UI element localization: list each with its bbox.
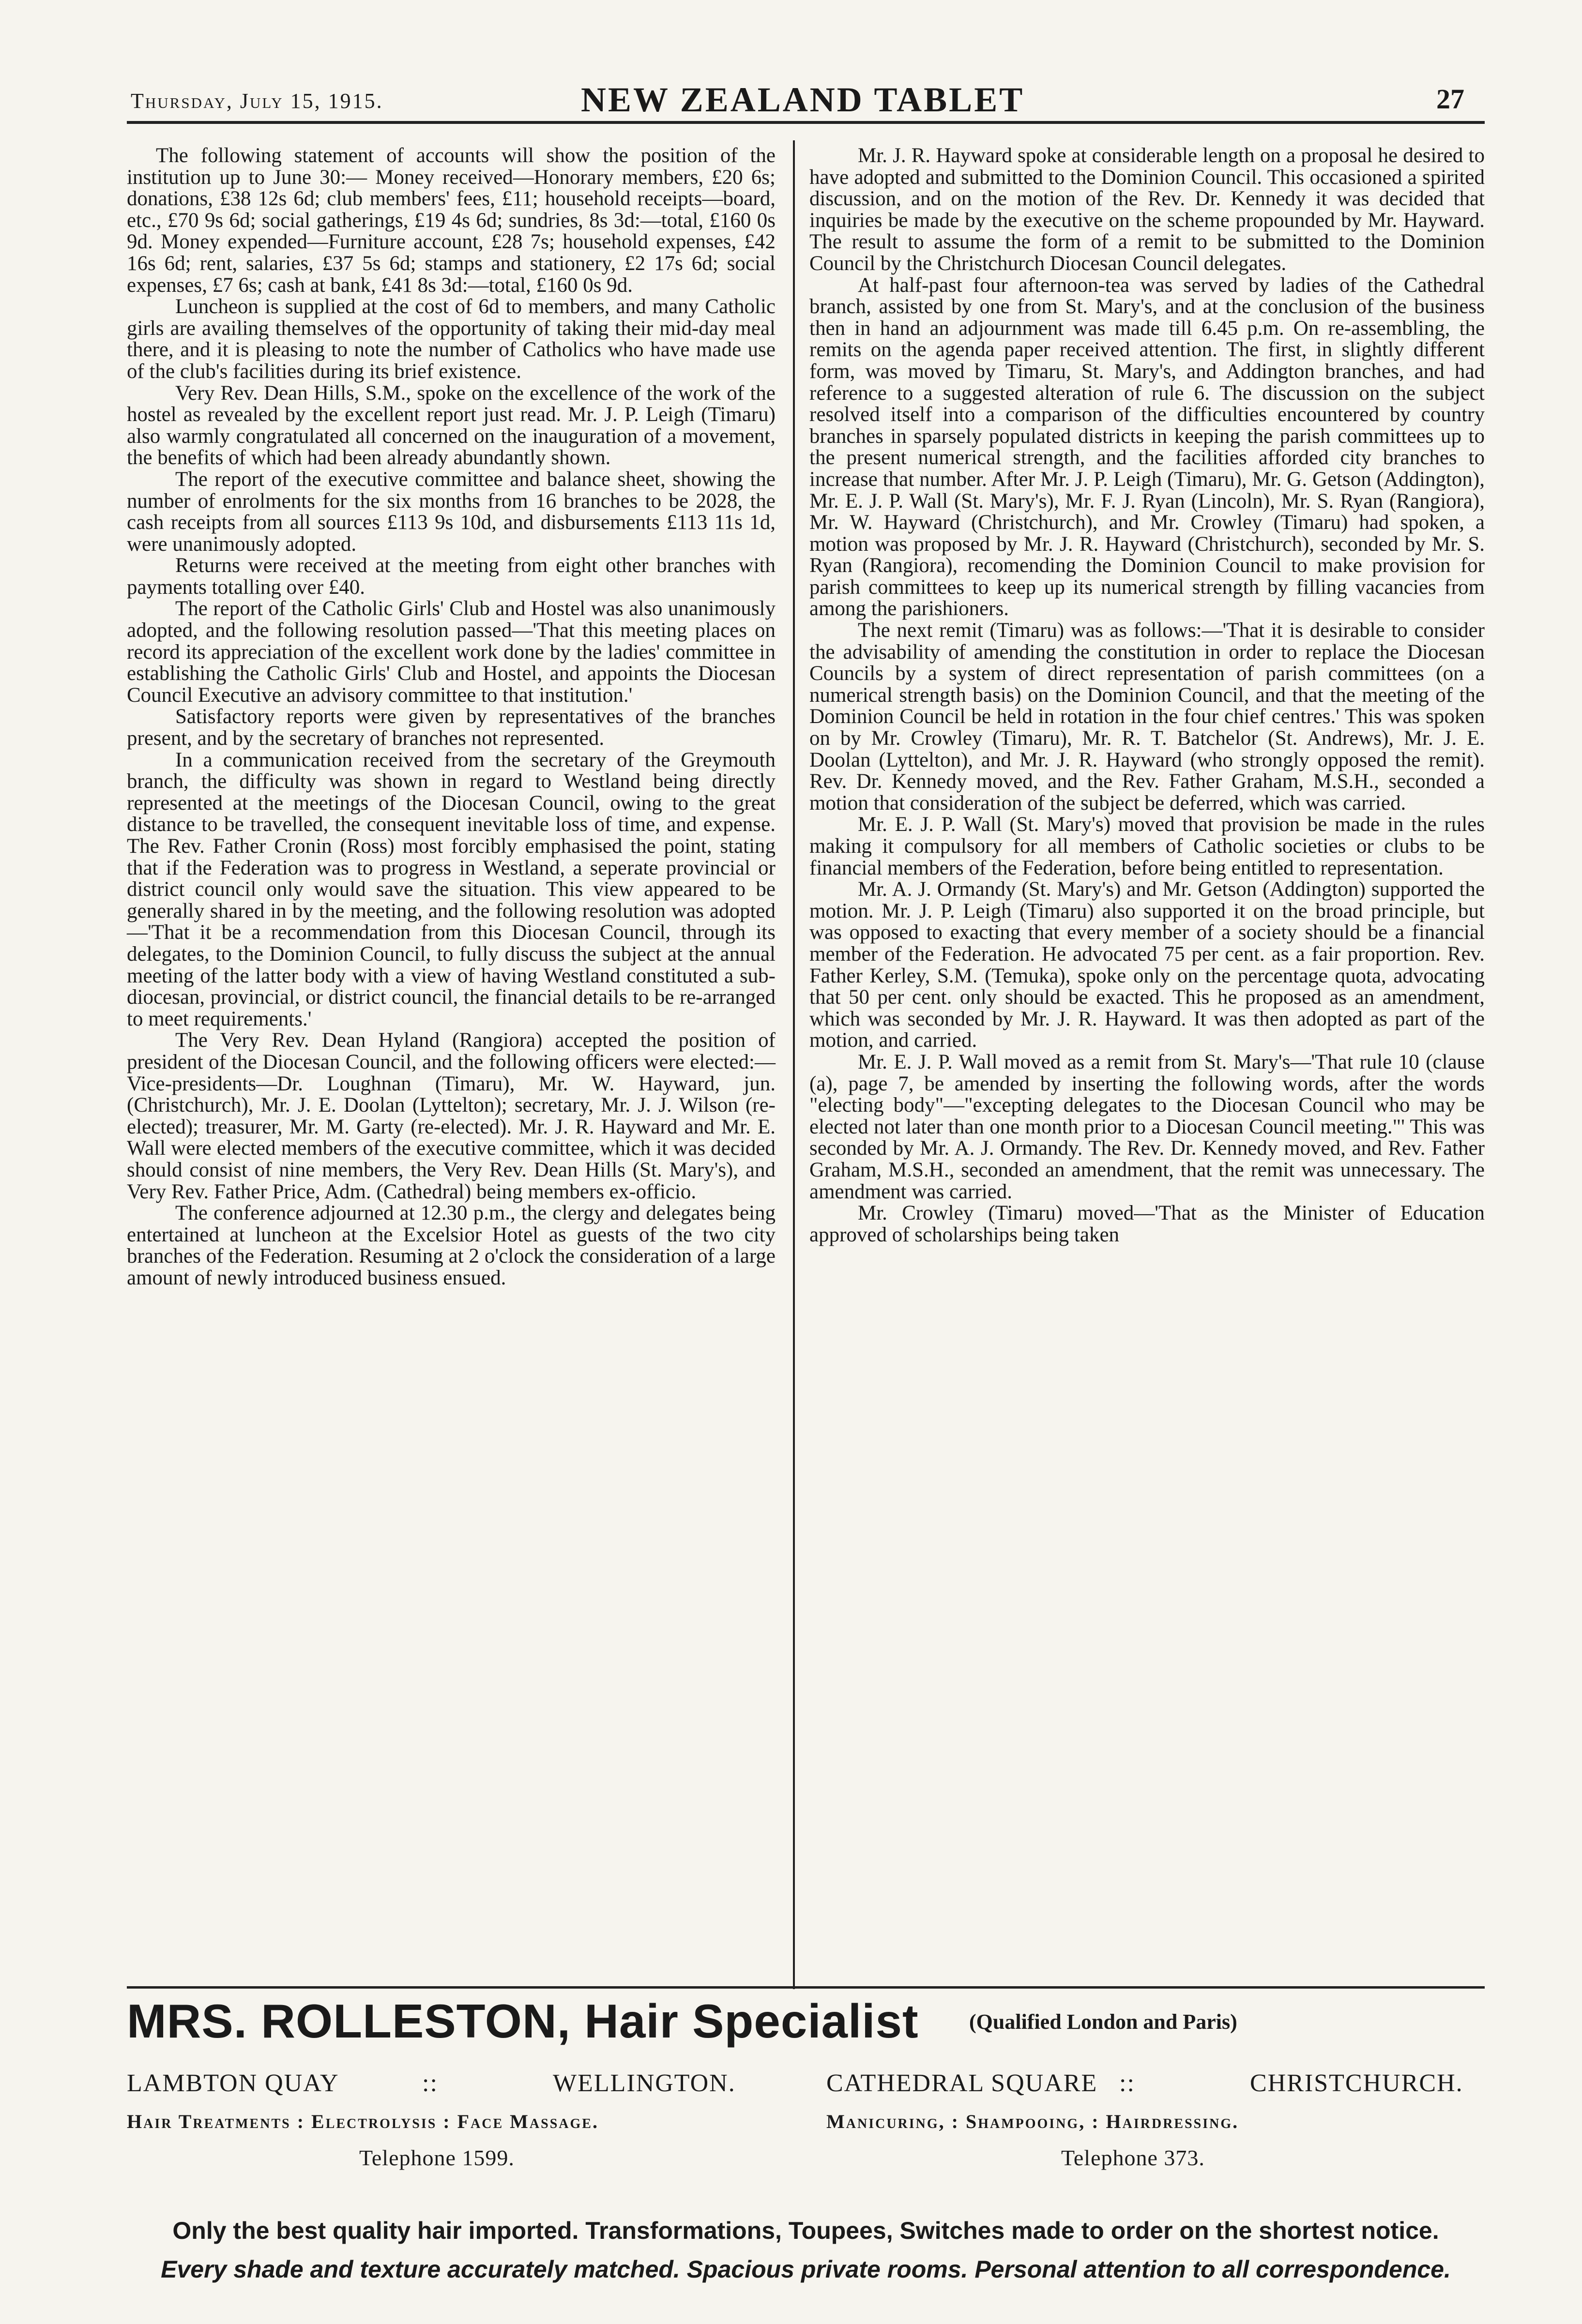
article-paragraph: Luncheon is supplied at the cost of 6d to members, and many Catholic girls are availing themselves of the opportunity of taking their mid-day meal there, and it is pleasing to note the number of Catholics who have made use of the club's facilities during its brief existence. — [127, 295, 776, 383]
left-column — [127, 145, 776, 1289]
article-paragraph: Mr. E. J. P. Wall (St. Mary's) moved that provision be made in the rules making it compulsory for all members of Catholic societies or clubs to be financial members of the Federation, before being entitled to representation. — [809, 813, 1485, 879]
article-paragraph: Mr. Crowley (Timaru) moved—'That as the Minister of Education approved of scholarships being taken — [809, 1202, 1485, 1246]
article-paragraph: At half-past four afternoon-tea was served by ladies of the Cathedral branch, assisted by one from St. Mary's, and at the conclusion of the business then in hand an adjournment was made till 6.45 p.m. On re-assembling, the remits on the agenda paper received attention. The first, in slightly different form, was moved by Timaru, St. Mary's, and Addington branches, and had reference to a suggested alteration of rule 6. The discussion on the subject resolved itself into a comparison of the difficulties encountered by country branches in sparsely populated districts in keeping the parish committees up to the present numerical strength, and the facilities afforded city branches to increase that number. After Mr. J. P. Leigh (Timaru), Mr. G. Getson (Addington), Mr. E. J. P. Wall (St. Mary's), Mr. F. J. Ryan (Lincoln), Mr. S. Ryan (Rangiora), Mr. W. Hayward (Christchurch), and Mr. Crowley (Timaru) had spoken, a motion was proposed by Mr. J. R. Hayward (Christchurch), seconded by Mr. S. Ryan (Rangiora), recomending the Dominion Council to make provision for parish committees to keep up its numerical strength by filling vacancies from among the parishioners. — [809, 273, 1485, 620]
advert-business-name: MRS. ROLLESTON, Hair Specialist — [127, 1994, 919, 2048]
advert-left-phone: Telephone 1599. — [359, 2145, 515, 2170]
article-paragraph: The report of the executive committee and balance sheet, showing the number of enrolments for the six months from 16 branches to be 2028, the cash receipts from all sources £113 9s 10d, and disbursements £113 11s 1d, were unanimously adopted. — [127, 468, 776, 556]
article-paragraph: Mr. E. J. P. Wall moved as a remit from St. Mary's—'That rule 10 (clause (a), page 7, be amended by inserting the following words, after the words "electing body"—"excepting delegates to the Diocesan Council who may be elected not later than one month prior to a Diocesan Council meeting."' This was seconded by Mr. A. J. Ormandy. The Rev. Dr. Kennedy moved, and Rev. Father Graham, M.S.H., seconded an amendment, that the remit was unnecessary. The amendment was carried. — [809, 1050, 1485, 1203]
advert-left-street: LAMBTON QUAY — [127, 2069, 339, 2097]
advert-left-separator: :: — [422, 2069, 438, 2097]
advert-left-city: WELLINGTON. — [553, 2069, 736, 2097]
article-paragraph: In a communication received from the secretary of the Greymouth branch, the difficulty was shown in regard to Westland being directly represented at the meetings of the Diocesan Council, owing to the great distance to be travelled, the consequent inevitable loss of time, and expense. The Rev. Father Cronin (Ross) most forcibly emphasised the point, stating that if the Federation was to progress in Westland, a seperate provincial or district council only would save the situation. This view appeared to be generally shared in by the meeting, and the following resolution was adopted—'That it be a recommendation from this Diocesan Council, through its delegates, to the Dominion Council, to fully discuss the subject at the annual meeting of the latter body with a view of having Westland constituted a sub-diocesan, provincial, or district council, the financial details to be re-arranged to meet requirements.' — [127, 748, 776, 1030]
article-paragraph: Mr. A. J. Ormandy (St. Mary's) and Mr. Getson (Addington) supported the motion. Mr. J. P. Leigh (Timaru) also supported it on the broad principle, but was opposed to exacting that every member of a society should be a financial member of the Federation. He advocated 75 per cent. as a fair proportion. Rev. Father Kerley, S.M. (Temuka), spoke only on the percentage quota, advocating that 50 per cent. only should be exacted. This he proposed as an amendment, which was seconded by Mr. J. R. Hayward. It was then adopted as part of the motion, and carried. — [809, 878, 1485, 1052]
advert-right-street: CATHEDRAL SQUARE — [826, 2069, 1098, 2097]
advert-right-services: Manicuring, : Shampooing, : Hairdressing. — [826, 2111, 1239, 2132]
page-number: 27 — [1436, 83, 1464, 115]
right-column — [809, 145, 1485, 1246]
header-rule — [127, 121, 1485, 124]
advert-top-rule — [127, 1986, 1485, 1989]
article-paragraph: Very Rev. Dean Hills, S.M., spoke on the excellence of the work of the hostel as revealed by the excellent report just read. Mr. J. P. Leigh (Timaru) also warmly congratulated all concerned on the inauguration of a movement, the benefits of which had been already abundantly shown. — [127, 381, 776, 469]
article-paragraph: The following statement of accounts will show the position of the institution up to June 30:— Money received—Honorary members, £20 6s; donations, £38 12s 6d; club members' fees, £11; household receipts—board, etc., £70 9s 6d; social gatherings, £19 4s 6d; sundries, 8s 3d:—total, £160 0s 9d. Money expended—Furniture account, £28 7s; household expenses, £42 16s 6d; rent, salaries, £37 5s 6d; stamps and stationery, £2 17s 6d; social expenses, £7 6s; cash at bank, £41 8s 3d:—total, £160 0s 9d. — [127, 144, 776, 297]
article-paragraph: Satisfactory reports were given by representatives of the branches present, and by the secretary of branches not represented. — [127, 705, 776, 750]
advert-right-city: CHRISTCHURCH. — [1250, 2069, 1463, 2097]
article-paragraph: Returns were received at the meeting from eight other branches with payments totalling over £40. — [127, 554, 776, 599]
advert-tagline-2: Every shade and texture accurately matched. Spacious private rooms. Personal attention to all correspondence. — [161, 2256, 1451, 2283]
article-paragraph: The report of the Catholic Girls' Club and Hostel was also unanimously adopted, and the following resolution passed—'That this meeting places on record its appreciation of the excellent work done by the ladies' committee in establishing the Catholic Girls' Club and Hostel, and appoints the Diocesan Council Executive an advisory committee to that institution.' — [127, 597, 776, 707]
hair-specialist-advert — [127, 1994, 1485, 2313]
advert-tagline-1: Only the best quality hair imported. Transformations, Toupees, Switches made to order on the shortest notice. — [172, 2217, 1439, 2244]
article-paragraph: Mr. J. R. Hayward spoke at considerable length on a proposal he desired to have adopted and submitted to the Dominion Council. This occasioned a spirited discussion, and on the motion of the Rev. Dr. Kennedy it was decided that inquiries be made by the executive on the scheme propounded by Mr. Hayward. The result to assume the form of a remit to be submitted to the Dominion Council by the Christchurch Diocesan Council delegates. — [809, 144, 1485, 275]
advert-qualification: (Qualified London and Paris) — [969, 2010, 1237, 2034]
article-paragraph: The Very Rev. Dean Hyland (Rangiora) accepted the position of president of the Diocesan Council, and the following officers were elected:—Vice-presidents—Dr. Loughnan (Timaru), Mr. W. Hayward, jun. (Christchurch), Mr. J. E. Doolan (Lyttelton); secretary, Mr. J. J. Wilson (re-elected); treasurer, Mr. M. Garty (re-elected). Mr. J. R. Hayward and Mr. E. Wall were elected members of the executive committee, which it was decided should consist of nine members, the Very Rev. Dean Hills (St. Mary's), and Very Rev. Father Price, Adm. (Cathedral) being members ex-officio. — [127, 1029, 776, 1203]
article-paragraph: The conference adjourned at 12.30 p.m., the clergy and delegates being entertained at luncheon at the Excelsior Hotel as guests of the two city branches of the Federation. Resuming at 2 o'clock the consideration of a large amount of newly introduced business ensued. — [127, 1202, 776, 1289]
article-paragraph: The next remit (Timaru) was as follows:—'That it is desirable to consider the advisability of amending the constitution in order to replace the Diocesan Councils by a system of direct representation of parish committees (on a numerical strength basis) on the Dominion Council, and that the meeting of the Dominion Council be held in rotation in the four chief centres.' This was spoken on by Mr. Crowley (Timaru), Mr. R. T. Batchelor (St. Andrews), Mr. J. E. Doolan (Lyttelton), and Mr. J. R. Hayward (who strongly opposed the remit). Rev. Dr. Kennedy moved, and the Rev. Father Graham, M.S.H., seconded a motion that consideration of the subject be deferred, which was carried. — [809, 619, 1485, 815]
advert-left-services: Hair Treatments : Electrolysis : Face Massage. — [127, 2111, 599, 2132]
advert-right-separator: :: — [1119, 2069, 1135, 2097]
advert-right-phone: Telephone 373. — [1061, 2145, 1205, 2170]
issue-date: Thursday, July 15, 1915. — [131, 89, 383, 113]
masthead-title: NEW ZEALAND TABLET — [581, 80, 1025, 119]
column-divider — [793, 140, 795, 1989]
page-header — [131, 80, 1464, 119]
